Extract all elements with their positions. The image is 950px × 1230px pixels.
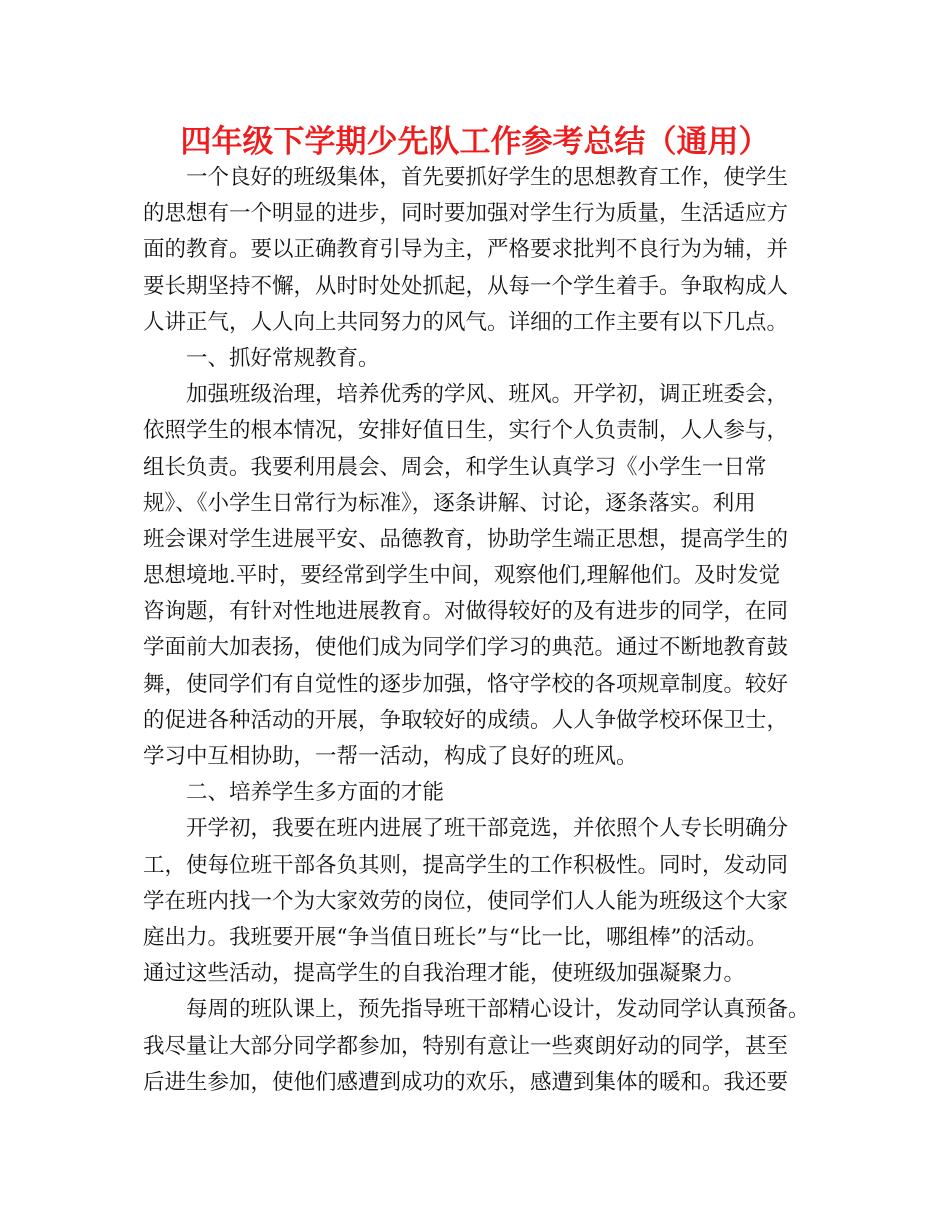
text-line: 舞，使同学们有自觉性的逐步加强，恪守学校的各项规章制度。较好 xyxy=(143,671,789,697)
text-line: 组长负责。我要利用晨会、周会，和学生认真学习《小学生一日常 xyxy=(143,454,767,480)
text-line: 面的教育。要以正确教育引导为主，严格要求批判不良行为为辅，并 xyxy=(143,237,789,263)
text-line: 的促进各种活动的开展，争取较好的成绩。人人争做学校环保卫士， xyxy=(143,707,789,733)
text-line: 每周的班队课上，预先指导班干部精心设计，发动同学认真预备。 xyxy=(186,997,810,1023)
text-line: 工，使每位班干部各负其则，提高学生的工作积极性。同时，发动同 xyxy=(143,852,789,878)
text-line: 规》、《小学生日常行为标准》，逐条讲解、讨论，逐条落实。利用 xyxy=(143,490,756,516)
text-line: 学面前大加表扬，使他们成为同学们学习的典范。通过不断地教育鼓 xyxy=(143,635,789,661)
text-line: 思想境地.平时，要经常到学生中间，观察他们,理解他们。及时发觉 xyxy=(143,563,781,589)
text-line: 开学初，我要在班内进展了班干部竞选，并依照个人专长明确分 xyxy=(186,816,789,842)
text-line: 班会课对学生进展平安、品德教育，协助学生端正思想，提高学生的 xyxy=(143,526,789,552)
text-line: 的思想有一个明显的进步，同时要加强对学生行为质量，生活适应方 xyxy=(143,201,789,227)
text-line: 后进生参加，使他们感遭到成功的欢乐，感遭到集体的暖和。我还要 xyxy=(143,1069,789,1095)
text-line: 学在班内找一个为大家效劳的岗位，使同学们人人能为班级这个大家 xyxy=(143,888,789,914)
text-line: 一个良好的班级集体，首先要抓好学生的思想教育工作，使学生 xyxy=(186,165,789,190)
text-line: 通过这些活动，提高学生的自我治理才能，使班级加强凝聚力。 xyxy=(143,961,746,987)
text-line: 依照学生的根本情况，安排好值日生，实行个人负责制，人人参与， xyxy=(143,418,789,444)
document-title: 四年级下学期少先队工作参考总结（通用） xyxy=(180,124,770,160)
text-line: 人讲正气，人人向上共同努力的风气。详细的工作主要有以下几点。 xyxy=(143,309,789,335)
document-body xyxy=(143,160,813,1101)
text-line: 我尽量让大部分同学都参加，特别有意让一些爽朗好动的同学，甚至 xyxy=(143,1033,789,1059)
text-line: 庭出力。我班要开展“争当值日班长”与“比一比，哪组棒”的活动。 xyxy=(143,924,768,950)
section-heading: 一、抓好常规教育。 xyxy=(186,345,380,371)
section-heading: 二、培养学生多方面的才能 xyxy=(186,780,445,806)
text-line: 加强班级治理，培养优秀的学风、班风。开学初，调正班委会， xyxy=(186,382,789,408)
text-line: 学习中互相协助，一帮一活动，构成了良好的班风。 xyxy=(143,744,638,769)
text-line: 咨询题，有针对性地进展教育。对做得较好的及有进步的同学，在同 xyxy=(143,599,789,625)
text-line: 要长期坚持不懈，从时时处处抓起，从每一个学生着手。争取构成人 xyxy=(143,273,789,299)
